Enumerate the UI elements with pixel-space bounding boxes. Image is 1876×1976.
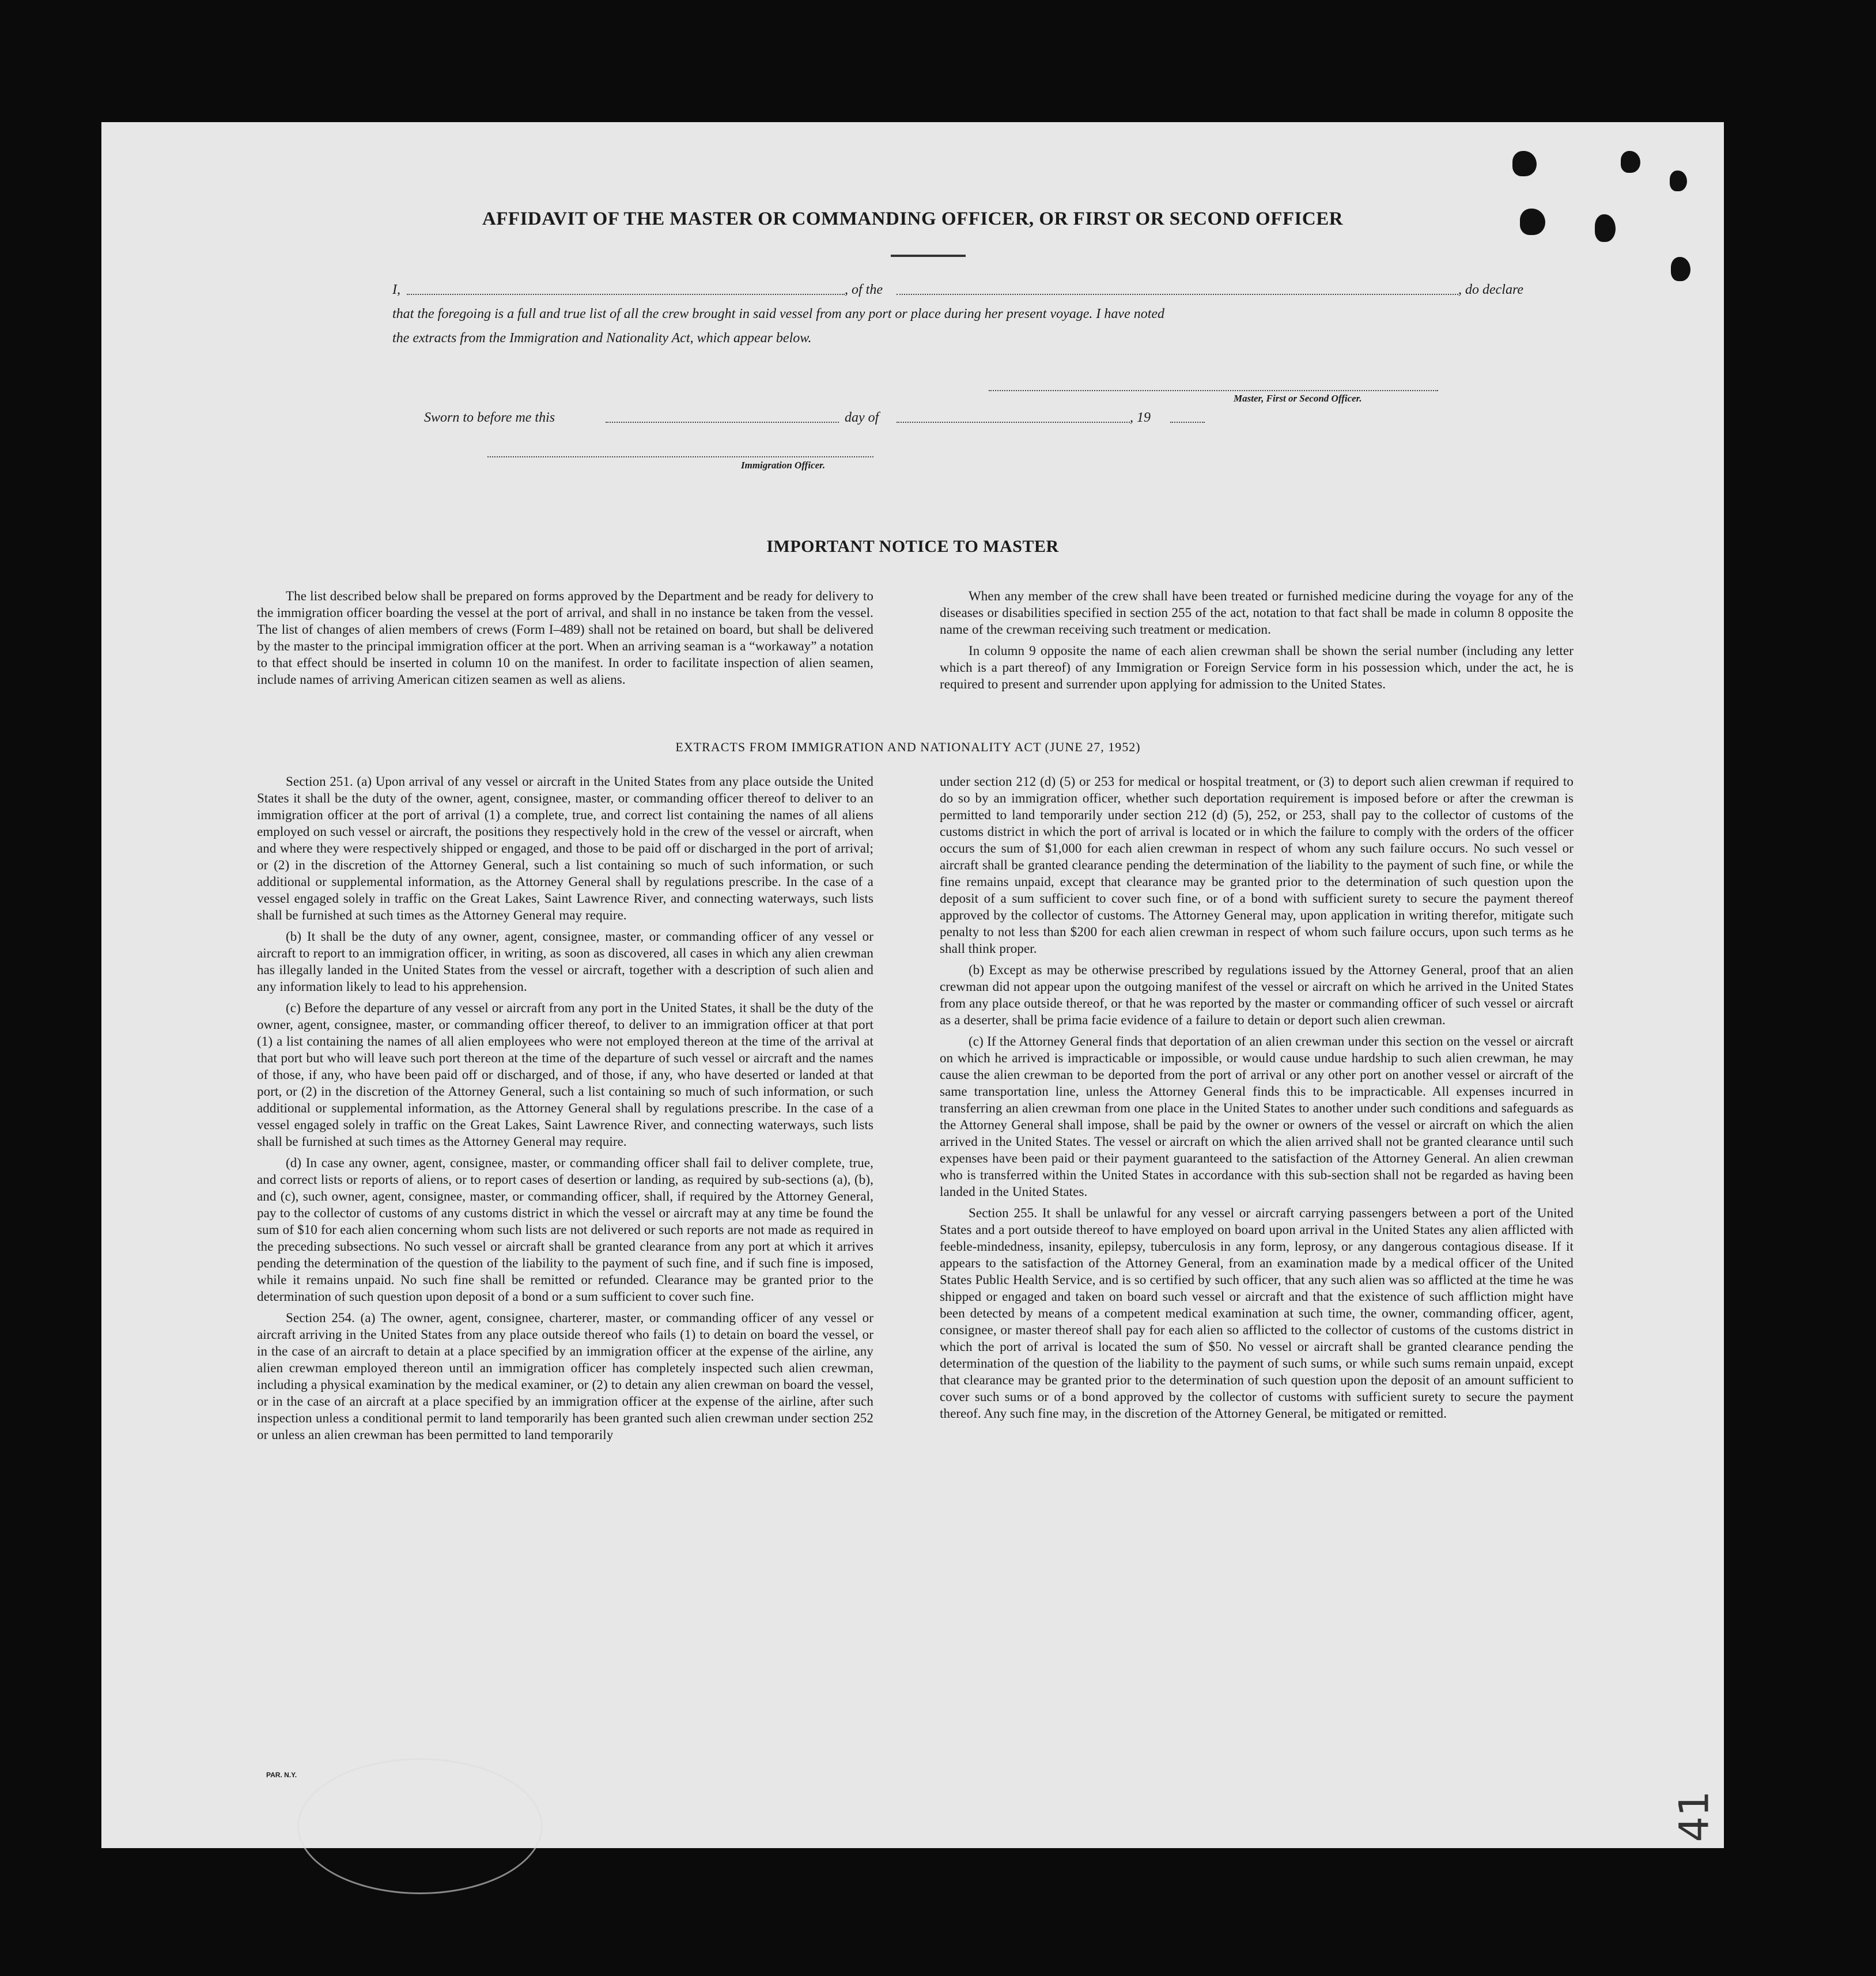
act-paragraph: Section 255. It shall be unlawful for any vessel or aircraft carrying passengers between a port of the United States and a port outside thereof to have employed on board upon arrival in the United States any alien afflicted with feeble-mindedness, insanity, epilepsy, tuberculosis in any form, leprosy, or any dangerous contagious disease. If it appears to the satisfaction of the Attorney General, from an examination made by a medical officer of the United States Public Health Service, and is so certified by such officer, that any such alien was so afflicted at the time he was shipped or engaged and taken on board such vessel or aircraft and that the existence of such affliction might have been detected by means of a competent medical examination at such time, the owner, commanding officer, agent, consignee, or master thereof shall pay for each alien so afflicted to the collector of customs of the customs district in which the port of arrival is located the sum of $50. No vessel or aircraft shall be granted clearance pending the determination of the question of the liability to the payment of such sums, or while such sums remain unpaid, except that clearance may be granted prior to the determination of such question upon the deposit of an amount sufficient to cover such sums or of a bond approved by the collector of customs with sufficient surety to secure the payment thereof. Any such fine may, in the discretion of the Attorney General, be mitigated or remitted. [940, 1206, 1574, 1421]
extracts-right-column [940, 773, 1574, 1426]
extracts-title: EXTRACTS FROM IMMIGRATION AND NATIONALITY ACT (JUNE 27, 1952) [675, 740, 1141, 754]
act-paragraph: (b) Except as may be otherwise prescribed by regulations issued by the Attorney General, proof that an alien crewman did not appear upon the outgoing manifest of the vessel or aircraft on which he arrived in the United States from any place outside thereof, or that he was reported by the master or commanding officer of such vessel or aircraft as a deserter, shall be prima facie evidence of a failure to detain or deport such alien crewman. [940, 963, 1574, 1027]
punch-hole-mark [1520, 209, 1545, 235]
master-signature-line[interactable] [989, 390, 1438, 391]
year-label: , 19 [1130, 410, 1151, 425]
act-paragraph: under section 212 (d) (5) or 253 for medical or hospital treatment, or (3) to deport such alien crewman if required to do so by an immigration officer, whether such deportation requirement is imposed before or after the crewman is permitted to land temporarily under section 212 (d) (5), 252, or 253, shall pay to the collector of customs of the customs district in which the port of arrival is located or in which the failure to comply with the orders of the officer occurs the sum of $1,000 for each alien crewman in respect of whom any such failure occurs. No such vessel or aircraft shall be granted clearance pending the determination of the liability to the payment of such fine, or while the fine remains unpaid, except that clearance may be granted prior to the determination of such question upon the deposit of a sum sufficient to cover such fine, or of a bond with sufficient surety to secure the payment thereof approved by the collector of customs. The Attorney General may, upon application in writing therefor, mitigate such penalty to not less than $200 for each alien crewman in respect of whom such failure occurs, upon such terms as he shall think proper. [940, 774, 1574, 956]
i-label: I, [392, 282, 400, 297]
notice-paragraph: The list described below shall be prepared on forms approved by the Department and be ready for delivery to the immigration officer boarding the vessel at the port of arrival, and shall in no instance be taken from the vessel. The list of changes of alien members of crews (Form I–489) shall not be retained on board, but shall be delivered by the master to the principal immigration officer at the port. When an arriving seaman is a “workaway” a notation to that effect should be inserted in column 10 on the manifest. In order to facilitate inspection of alien seamen, include names of arriving American citizen seamen as well as aliens. [257, 589, 873, 687]
extracts-left-column [257, 773, 873, 1448]
master-signature-label: Master, First or Second Officer. [1234, 393, 1362, 404]
act-paragraph: Section 251. (a) Upon arrival of any vessel or aircraft in the United States from any place outside the United States it shall be the duty of the owner, agent, consignee, master, or commanding officer thereof to deliver to an immigration officer at the port of arrival (1) a complete, true, and correct list containing the names of all aliens employed on such vessel or aircraft, the positions they respectively hold in the crew of the vessel or aircraft, when and where they were respectively shipped or engaged, and those to be paid off or discharged in the port of arrival; or (2) in the discretion of the Attorney General, such a list containing so much of such information, or such additional or supplemental information, as the Attorney General shall by regulations prescribe. In the case of a vessel engaged solely in traffic on the Great Lakes, Saint Lawrence River, and connecting waterways, such lists shall be furnished at such times as the Attorney General may require. [257, 774, 873, 922]
name-blank[interactable] [407, 294, 845, 295]
of-the-label: , of the [845, 282, 883, 297]
vessel-blank[interactable] [897, 294, 1458, 295]
act-paragraph: (c) If the Attorney General finds that deportation of an alien crewman under this section on the vessel or aircraft on which he arrived is impracticable or impossible, or would cause undue hardship to such alien crewman, he may cause the alien crewman to be deported from the port of arrival or any other port on another vessel or aircraft of the same transportation line, unless the Attorney General finds this to be impracticable. All expenses incurred in transferring an alien crewman from one place in the United States to another under such conditions and safeguards as the Attorney General shall impose, shall be paid by the owner or owners of the vessel or aircraft on which the alien arrived in the United States. The vessel or aircraft on which the alien arrived shall not be granted clearance until such expenses have been paid or their payment guaranteed to the satisfaction of the Attorney General. An alien crewman who is transferred within the United States in accordance with this sub-section shall not be regarded as having been landed in the United States. [940, 1034, 1574, 1199]
declaration-line-1: that the foregoing is a full and true list of all the crew brought in said vessel from any port or place during her present voyage. I have noted [392, 306, 1165, 321]
act-paragraph: Section 254. (a) The owner, agent, consignee, charterer, master, or commanding officer of any vessel or aircraft arriving in the United States from any place outside thereof who fails (1) to detain on board the vessel, or in the case of an aircraft to detain at a place specified by an immigration officer at the expense of the airline, any alien crewman employed thereon until an immigration officer has completely inspected such alien crewman, including a physical examination by the medical examiner, or (2) to detain any alien crewman on board the vessel, or in the case of an aircraft at a place specified by an immigration officer at the expense of the airline, after such inspection unless a conditional permit to land temporarily has been granted such alien crewman under section 252 or unless an alien crewman has been permitted to land temporarily [257, 1311, 873, 1442]
punch-hole-mark [1671, 257, 1690, 281]
document-page [101, 122, 1724, 1848]
printer-mark: PAR. N.Y. [266, 1771, 297, 1779]
affidavit-title: AFFIDAVIT OF THE MASTER OR COMMANDING OFFICER, OR FIRST OR SECOND OFFICER [482, 209, 1344, 229]
day-blank[interactable] [606, 422, 839, 423]
officer-signature-line[interactable] [487, 456, 873, 457]
do-declare-label: , do declare [1458, 282, 1524, 297]
title-divider [891, 255, 966, 257]
punch-hole-mark [1512, 151, 1537, 176]
punch-hole-mark [1621, 151, 1640, 173]
pencil-page-number: 41 [1670, 1790, 1718, 1842]
day-of-label: day of [845, 410, 879, 425]
notice-right-column [940, 588, 1574, 697]
act-paragraph: (d) In case any owner, agent, consignee, master, or commanding officer shall fail to deliver complete, true, and correct lists or reports of aliens, or to report cases of desertion or landing, as required by sub-sections (a), (b), and (c), such owner, agent, consignee, master, or commanding officer, shall, if required by the Attorney General, pay to the collector of customs of any customs district in which the vessel or aircraft may at any time be found the sum of $10 for each alien concerning whom such lists are not delivered or such reports are not made as required in the preceding subsections. No such vessel or aircraft shall be granted clearance from any port at which it arrives pending the determination of the question of the liability to the payment of such fine, and if such fine is imposed, while it remains unpaid. No such fine shall be remitted or refunded. Clearance may be granted prior to the determination of such question upon deposit of a bond or a sum sufficient to cover such fine. [257, 1156, 873, 1304]
notice-title: IMPORTANT NOTICE TO MASTER [766, 537, 1059, 556]
sworn-label: Sworn to before me this [424, 410, 555, 425]
declaration-line-2: the extracts from the Immigration and Nationality Act, which appear below. [392, 331, 812, 346]
punch-hole-mark [1595, 214, 1616, 242]
notice-left-column [257, 588, 873, 692]
year-blank[interactable] [1170, 422, 1205, 423]
month-blank[interactable] [897, 422, 1130, 423]
act-paragraph: (b) It shall be the duty of any owner, agent, consignee, master, or commanding officer of any vessel or aircraft to report to an immigration officer, in writing, as soon as discovered, all cases in which any alien crewman has illegally landed in the United States from the vessel or aircraft, together with a description of such alien and any information likely to lead to his apprehension. [257, 929, 873, 994]
notice-paragraph: In column 9 opposite the name of each alien crewman shall be shown the serial number (including any letter which is a part thereof) of any Immigration or Foreign Service form in his possession which, under the act, he is required to present and surrender upon applying for admission to the United States. [940, 643, 1574, 691]
officer-signature-label: Immigration Officer. [741, 460, 826, 471]
act-paragraph: (c) Before the departure of any vessel or aircraft from any port in the United States, it shall be the duty of the owner, agent, consignee, master, or commanding officer thereof, to deliver to an immigration officer at that port (1) a list containing the names of all alien employees who were not employed thereon at the time of the arrival at that port but who will leave such port thereon at the time of the departure of such vessel or aircraft and the names of those, if any, who have been paid off or discharged, and of those, if any, who have deserted or landed at that port, or (2) in the discretion of the Attorney General, such a list containing so much of such information, or such additional or supplemental information, as the Attorney General shall by regulations prescribe. In the case of a vessel engaged solely in traffic on the Great Lakes, Saint Lawrence River, and connecting waterways, such lists shall be furnished at such times as the Attorney General may require. [257, 1001, 873, 1149]
notice-paragraph: When any member of the crew shall have been treated or furnished medicine during the voyage for any of the diseases or disabilities specified in section 255 of the act, notation to that fact shall be made in column 8 opposite the name of the crewman receiving such treatment or medication. [940, 589, 1574, 637]
embossed-seal [297, 1758, 543, 1894]
punch-hole-mark [1670, 171, 1687, 191]
